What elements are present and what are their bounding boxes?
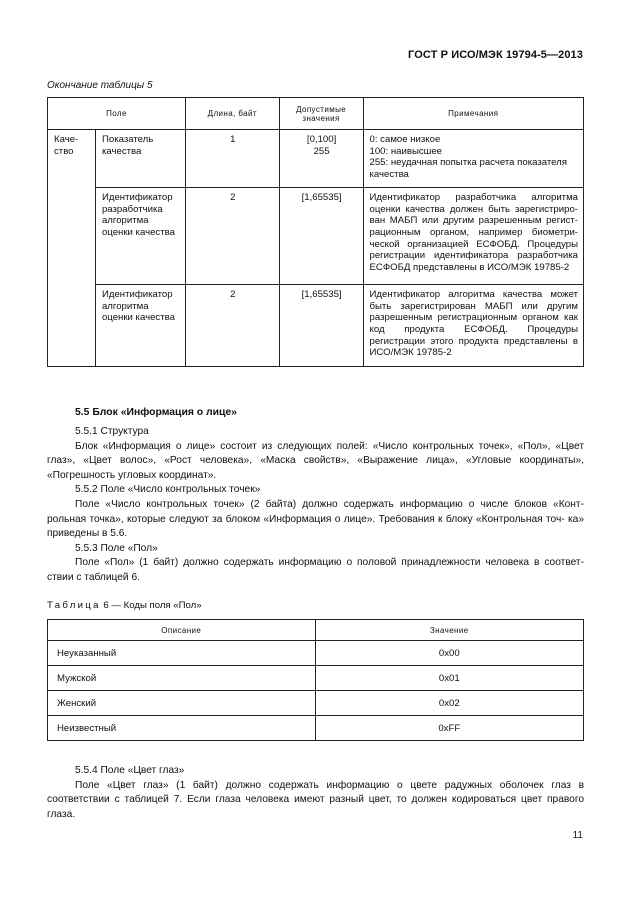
table-cell: 0: самое низкое 100: наивысшее 255: неудачная попытка расчета показателя качества [363,130,583,188]
table-cell: [1,65535] [279,284,363,366]
table6-caption [47,600,202,611]
table5-header-notes: Примечания [363,98,583,130]
table-cell: Идентификатор алгоритма качества может быть зарегистрирован МАБП или другим разрешенным регистрационным органом как код продукта ЕСФОБД. Процедуры регистрации этого продукта представлены в ИСО/МЭК 19785-2 [363,284,583,366]
table5-caption: Окончание таблицы 5 [47,80,153,91]
table6-caption-label: Таблица [47,600,101,611]
table-cell: Неизвестный [48,716,316,741]
table6-header-desc: Описание [48,620,316,641]
subsection-heading: 5.5.3 Поле «Пол» [75,542,158,554]
table-cell: [0,100] 255 [279,130,363,188]
table5-header-length: Длина, байт [185,98,279,130]
table-cell: 2 [185,187,279,284]
table-row [48,641,584,666]
paragraph: Блок «Информация о лице» состоит из следующих полей: «Число контрольных точек», «Пол», «Цвет глаз», «Цвет волос», «Рост человека», «Маска свойств», «Выражение лица», «Угловые координаты», «Погрешность угловых координат». [47,440,584,481]
subsection-heading: 5.5.1 Структура [75,426,149,437]
table-cell: [1,65535] [279,187,363,284]
paragraph: Поле «Пол» (1 байт) должно содержать информацию о половой принадлежности человека в соответ- ствии с таблицей 6. [47,557,584,583]
subsection-heading: 5.5.4 Поле «Цвет глаз» [75,765,185,776]
table-cell: 0xFF [315,716,583,741]
table5-group-label: Каче- ство [54,134,79,157]
table5-header-values: Допустимые значения [279,98,363,130]
table5-group-cell [48,130,96,367]
table-cell: Женский [48,691,316,716]
paragraph: Поле «Число контрольных точек» (2 байта) должно содержать информацию о числе блоков «Конт- рольная точка», которые следуют за блоком «Информация о лице». Требования к блоку «Контрольная точ- ка» приведены в 5.6. [47,498,584,540]
paragraph: Поле «Цвет глаз» (1 байт) должно содержать информацию о цвете радужных оболочек глаз в соответствии с таблицей 7. Если глаза человека имеют разный цвет, то должен кодироваться цвет правого глаза. [47,779,584,820]
section-body-2 [47,764,584,822]
table-cell: Идентификатор разработчика алгоритма оценки качества должен быть зарегистриро- ван МАБП или другим разрешенным регист- рационным органом, например биометри- ческой организацией ЕСФОБД. Процедуры регистрации идентификатора разработчика ЕСФОБД представлены в ИСО/МЭК 19785-2 [363,187,583,284]
table-cell: 0x00 [315,641,583,666]
section-body-1 [47,425,584,586]
table-cell: 2 [185,284,279,366]
table-row [48,691,584,716]
table-cell: Неуказанный [48,641,316,666]
page-number: 11 [572,830,583,841]
table-cell: 0x02 [315,691,583,716]
table-cell: Показатель качества [95,130,185,188]
section-title: 5.5 Блок «Информация о лице» [75,407,237,418]
table6 [47,619,584,741]
table-cell: Мужской [48,666,316,691]
table-row [48,666,584,691]
table-row [48,716,584,741]
table-cell: 1 [185,130,279,188]
table6-header-value: Значение [315,620,583,641]
table6-caption-text: 6 — Коды поля «Пол» [100,600,202,611]
document-header: ГОСТ Р ИСО/МЭК 19794-5—2013 [408,49,583,61]
table-cell: Идентификатор алгоритма оценки качества [95,284,185,366]
table5-header-field: Поле [48,98,186,130]
subsection-heading: 5.5.2 Поле «Число контрольных точек» [75,484,261,496]
table-cell: Идентификатор разработчика алгоритма оценки качества [95,187,185,284]
table5 [47,97,584,367]
table-cell: 0x01 [315,666,583,691]
